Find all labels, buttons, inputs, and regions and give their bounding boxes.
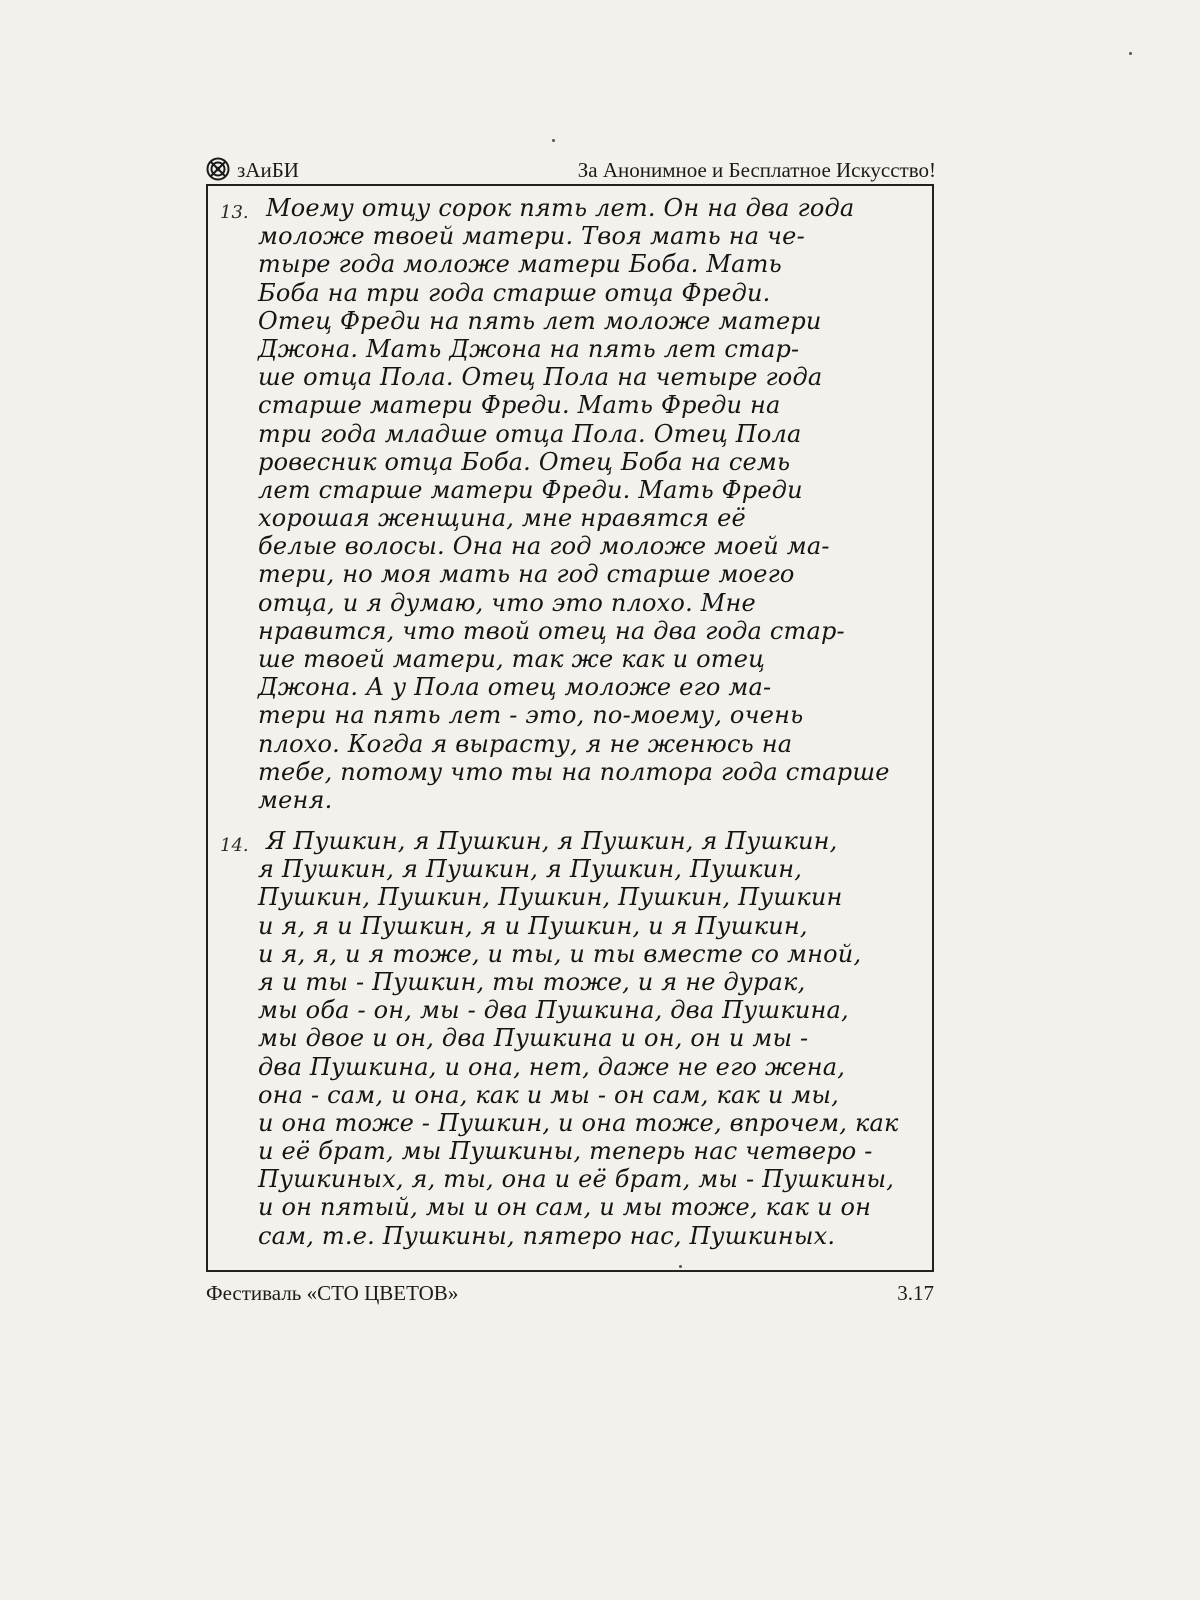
text-line: Я Пушкин, я Пушкин, я Пушкин, я Пушкин, xyxy=(266,827,838,855)
text-line: Моему отцу сорок пять лет. Он на два года xyxy=(266,194,855,222)
brand-name: зАиБИ xyxy=(237,158,299,182)
text-line: и я, я и Пушкин, я и Пушкин, и я Пушкин, xyxy=(258,911,808,940)
text-line: тыре года моложе матери Боба. Мать xyxy=(258,250,782,279)
text-line: меня. xyxy=(258,785,333,814)
text-line: ше твоей матери, так же как и отец xyxy=(258,645,766,673)
text-line: три года младше отца Пола. Отец Пола xyxy=(258,419,802,448)
text-line: она - сам, и она, как и мы - он сам, как и мы, xyxy=(258,1080,840,1109)
text-line: и она тоже - Пушкин, и она тоже, впрочем, как xyxy=(258,1108,899,1137)
festival-name: Фестиваль «СТО ЦВЕТОВ» xyxy=(206,1281,459,1305)
text-line: ше отца Пола. Отец Пола на четыре года xyxy=(258,363,823,392)
page-header xyxy=(206,153,936,187)
exercise-number: 13. xyxy=(220,202,249,223)
page-footer xyxy=(206,1278,934,1308)
text-line: Пушкин, Пушкин, Пушкин, Пушкин, Пушкин xyxy=(258,883,843,912)
text-line: хорошая женщина, мне нравятся её xyxy=(258,504,746,533)
header-tagline: За Анонимное и Бесплатное Искусство! xyxy=(577,158,936,182)
text-line: отца, и я думаю, что это плохо. Мне xyxy=(258,588,756,617)
text-line: белые волосы. Она на год моложе моей ма- xyxy=(258,532,830,561)
text-line: тери на пять лет - это, по-моему, очень xyxy=(258,701,804,730)
text-line: Джона. А у Пола отец моложе его ма- xyxy=(258,673,772,702)
text-line: ровесник отца Боба. Отец Боба на семь xyxy=(258,447,791,476)
text-line: моложе твоей матери. Твоя мать на че- xyxy=(258,222,805,251)
text-line: и её брат, мы Пушкины, теперь нас четверо - xyxy=(258,1137,873,1166)
text-line: лет старше матери Фреди. Мать Фреди xyxy=(258,475,803,504)
exercise-number: 14. xyxy=(220,835,249,856)
text-line: Пушкиных, я, ты, она и её брат, мы - Пушкины, xyxy=(258,1165,895,1194)
text-line: тери, но моя мать на год старше моего xyxy=(258,560,795,589)
text-line: нравится, что твой отец на два года стар- xyxy=(258,616,845,645)
text-line: и он пятый, мы и он сам, и мы тоже, как и он xyxy=(258,1193,872,1222)
text-line: мы двое и он, два Пушкина и он, он и мы - xyxy=(258,1024,809,1053)
exercise-text xyxy=(258,827,918,1250)
text-line: плохо. Когда я вырасту, я не женюсь на xyxy=(258,729,793,758)
paper-speck xyxy=(552,139,555,142)
text-line: мы оба - он, мы - два Пушкина, два Пушкина, xyxy=(258,996,849,1025)
text-line: Боба на три года старше отца Фреди. xyxy=(258,278,771,307)
text-line: я и ты - Пушкин, ты тоже, и я не дурак, xyxy=(258,967,806,996)
zaibi-logo-icon xyxy=(206,157,230,181)
text-line: сам, т.е. Пушкины, пятеро нас, Пушкиных. xyxy=(258,1221,836,1250)
text-line: и я, я, и я тоже, и ты, и ты вместе со мной, xyxy=(258,939,862,968)
paper-speck xyxy=(679,1265,682,1268)
text-line: Джона. Мать Джона на пять лет стар- xyxy=(258,334,800,363)
exercise-text xyxy=(258,194,918,814)
text-line: два Пушкина, и она, нет, даже не его жена, xyxy=(258,1052,846,1081)
page-number: 3.17 xyxy=(897,1281,934,1305)
handwriting-frame xyxy=(206,184,934,1272)
text-line: Отец Фреди на пять лет моложе матери xyxy=(258,306,822,335)
text-line: тебе, потому что ты на полтора года старше xyxy=(258,757,890,786)
text-line: я Пушкин, я Пушкин, я Пушкин, Пушкин, xyxy=(258,855,803,884)
text-line: старше матери Фреди. Мать Фреди на xyxy=(258,391,781,420)
paper-speck xyxy=(1129,52,1132,55)
